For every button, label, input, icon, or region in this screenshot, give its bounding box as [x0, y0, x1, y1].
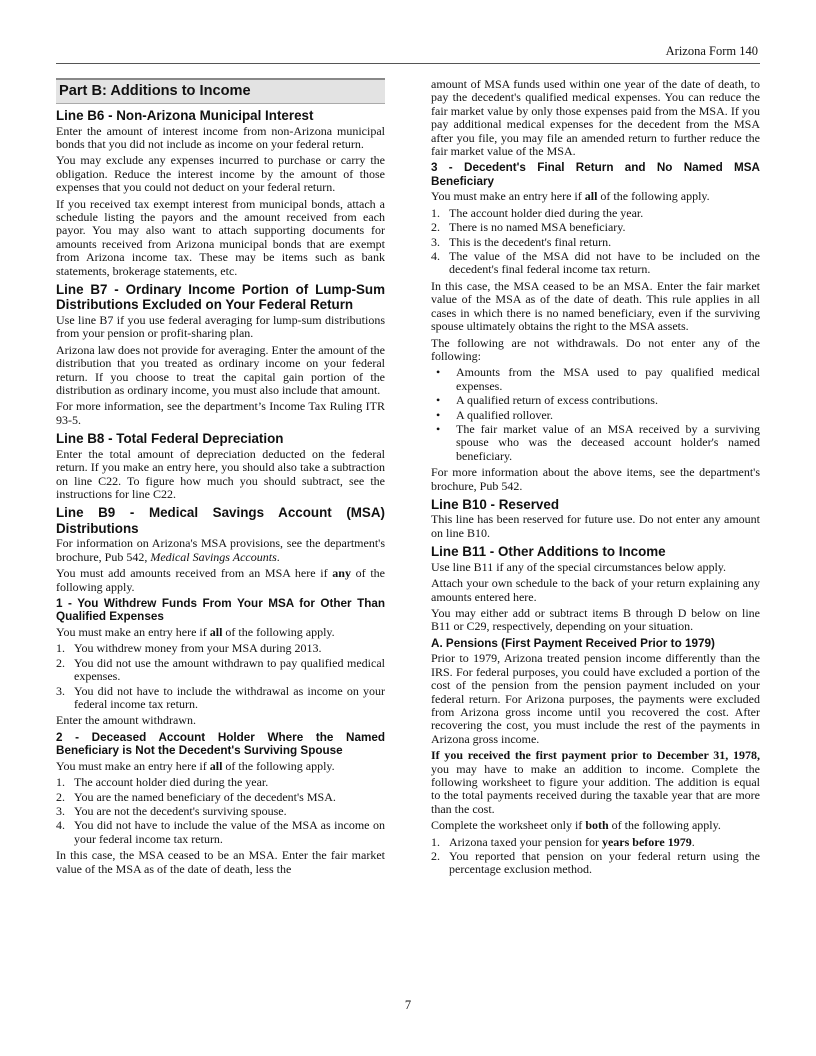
right-column [431, 78, 760, 880]
b11-paragraph-3: You may either add or subtract items B through D below on line B11 or C29, respectively, depending on your situation. [431, 606, 760, 634]
b6-paragraph-3: If you received tax exempt interest from municipal bonds, attach a schedule listing the payors and the amount received from each payor. You may also want to attach supporting documents for amounts received from Arizona municipal bonds that are exempt from Arizona income tax. These may be items such as bank statements, brokerage statements, etc. [56, 196, 385, 278]
b9-section-3-heading: 3 - Decedent's Final Return and No Named MSA Beneficiary [431, 161, 760, 188]
b9-section-3-more-info: For more information about the above items, see the department's brochure, Pub 542. [431, 465, 760, 493]
b9-section-1-list [56, 642, 385, 711]
list-item: 2. There is no named MSA beneficiary. [431, 220, 626, 235]
list-item: 3. This is the decedent's final return. [431, 234, 612, 249]
b9-paragraph-1: For information on Arizona's MSA provisions, see the department's brochure, Pub 542, Medical Savings Accounts. [56, 536, 385, 564]
b9-section-2-heading: 2 - Deceased Account Holder Where the Named Beneficiary is Not the Decedent's Surviving Spouse [56, 730, 385, 758]
b11-paragraph-1: Use line B11 if any of the special circumstances below apply. [431, 559, 727, 574]
b9-section-2-intro: You must make an entry here if all of the following apply. [56, 758, 335, 773]
b7-paragraph-1: Use line B7 if you use federal averaging for lump-sum distributions from your pension or profit-sharing plan. [56, 312, 385, 341]
b11-pensions-paragraph-2: If you received the first payment prior to December 31, 1978, you may have to make an addition to income. Complete the following worksheet to figure your addition. The addition is equal to the total payments received during the taxable year that are more than the cost. [431, 748, 760, 816]
b9-section-3-list [431, 207, 760, 277]
b9-section-3-intro: You must make an entry here if all of the following apply. [431, 189, 710, 204]
list-item: 1. Arizona taxed your pension for years before 1979. [431, 834, 695, 849]
b9-section-1-intro: You must make an entry here if all of the following apply. [56, 624, 335, 639]
list-item: 2. You reported that pension on your federal return using the percentage exclusion method. [431, 849, 760, 877]
bullet-icon: • [436, 393, 441, 408]
bullet-icon: • [436, 365, 441, 380]
b7-paragraph-3: For more information, see the department’s Income Tax Ruling ITR 93-5. [56, 399, 385, 427]
b6-heading: Line B6 - Non-Arizona Municipal Interest [56, 108, 314, 123]
b10-heading: Line B10 - Reserved [431, 496, 560, 512]
left-column [56, 78, 385, 879]
list-item: • A qualified rollover. [436, 407, 553, 422]
form-title: Arizona Form 140 [665, 44, 758, 58]
bullet-icon: • [436, 407, 441, 422]
b11-paragraph-2: Attach your own schedule to the back of your return explaining any amounts entered here. [431, 576, 760, 604]
b9-paragraph-2: You must add amounts received from an MSA here if any of the following apply. [56, 566, 385, 594]
list-item: • The fair market value of an MSA received by a surviving spouse who was the deceased account holder's named beneficiary. [436, 421, 760, 463]
list-item: 3. You are not the decedent's surviving spouse. [56, 804, 287, 819]
list-item: 1. The account holder died during the year. [56, 775, 269, 790]
list-item: 2. You did not use the amount withdrawn to pay qualified medical expenses. [56, 655, 385, 684]
b8-heading: Line B8 - Total Federal Depreciation [56, 431, 284, 447]
b9-section-2-list [56, 776, 385, 846]
b11-pensions-paragraph-1: Prior to 1979, Arizona treated pension income differently than the IRS. For federal purposes, you could have excluded a portion of the cost of the pension from the pension payment included on your federal return. For Arizona purposes, the payments were excluded from Arizona gross income until you recovered the cost. After recovering the cost, you must include the rest of the payments in Arizona gross income. [431, 651, 760, 746]
b6-paragraph-1: Enter the amount of interest income from non-Arizona municipal bonds that you did not include as income on your federal return. [56, 123, 385, 151]
list-item: 4. The value of the MSA did not have to be included on the decedent's final federal income tax return. [431, 249, 760, 277]
bullet-icon: • [436, 421, 441, 436]
b9-heading: Line B9 - Medical Savings Account (MSA) Distributions [56, 505, 385, 536]
b11-pensions-heading: A. Pensions (First Payment Received Prior to 1979) [431, 636, 715, 650]
b8-paragraph-1: Enter the total amount of depreciation deducted on the federal return. If you make an entry here, you should also take a subtraction on line C22. To figure how much you should subtract, see the instructions for line C22. [56, 446, 385, 501]
b10-paragraph-1: This line has been reserved for future use. Do not enter any amount on line B10. [431, 512, 760, 540]
b7-paragraph-2: Arizona law does not provide for averaging. Enter the amount of the distribution that you treated as ordinary income on your federal return. If you choose to treat the capital gain portion of the distribution as ordinary income, you must also include that amount. [56, 342, 385, 397]
b11-heading: Line B11 - Other Additions to Income [431, 544, 666, 560]
list-item: 3. You did not have to include the withdrawal as income on your federal income tax return. [56, 683, 385, 711]
b11-pensions-list [431, 836, 760, 877]
b9-section-2-case-start: In this case, the MSA ceased to be an MSA. Enter the fair market value of the MSA as of the date of death, less the [56, 848, 385, 876]
header-rule [56, 63, 760, 64]
list-item: 1. The account holder died during the year. [431, 205, 644, 220]
b7-heading: Line B7 - Ordinary Income Portion of Lump-Sum Distributions Excluded on Your Federal Return [56, 281, 385, 313]
list-item: 4. You did not have to include the value of the MSA as income on your federal income tax return. [56, 818, 385, 846]
b9-section-2-case-continued: amount of MSA funds used within one year of the date of death, to pay the decedent's qualified medical expenses. You can reduce the fair market value by only those expenses paid from the MSA. If you pay additional medical expenses for the decedent from the MSA after you file, you may file an amended return to further reduce the fair market value of the MSA. [431, 77, 760, 159]
list-item: • Amounts from the MSA used to pay qualified medical expenses. [436, 365, 760, 393]
b11-pensions-paragraph-3: Complete the worksheet only if both of the following apply. [431, 818, 721, 833]
b9-section-1-heading: 1 - You Withdrew Funds From Your MSA for Other Than Qualified Expenses [56, 596, 385, 624]
b9-section-3-bullets [431, 366, 760, 463]
list-item: • A qualified return of excess contributions. [436, 393, 658, 408]
list-item: 2. You are the named beneficiary of the decedent's MSA. [56, 789, 336, 804]
part-heading: Part B: Additions to Income [56, 78, 385, 104]
b9-section-3-case: In this case, the MSA ceased to be an MSA. Enter the fair market value of the MSA as of the date of death. This rule applies in all cases in which there is no named beneficiary, even if the surviving spouse ultimately obtains the right to the MSA assets. [431, 278, 760, 334]
b9-section-1-outro: Enter the amount withdrawn. [56, 713, 196, 728]
b6-paragraph-2: You may exclude any expenses incurred to purchase or carry the obligation. Reduce the interest income by the amount of those expenses that you could not deduct on your federal return. [56, 153, 385, 195]
page-number: 7 [404, 998, 412, 1012]
list-item: 1. You withdrew money from your MSA during 2013. [56, 641, 322, 656]
b9-section-3-not-withdrawals: The following are not withdrawals. Do not enter any of the following: [431, 335, 760, 363]
